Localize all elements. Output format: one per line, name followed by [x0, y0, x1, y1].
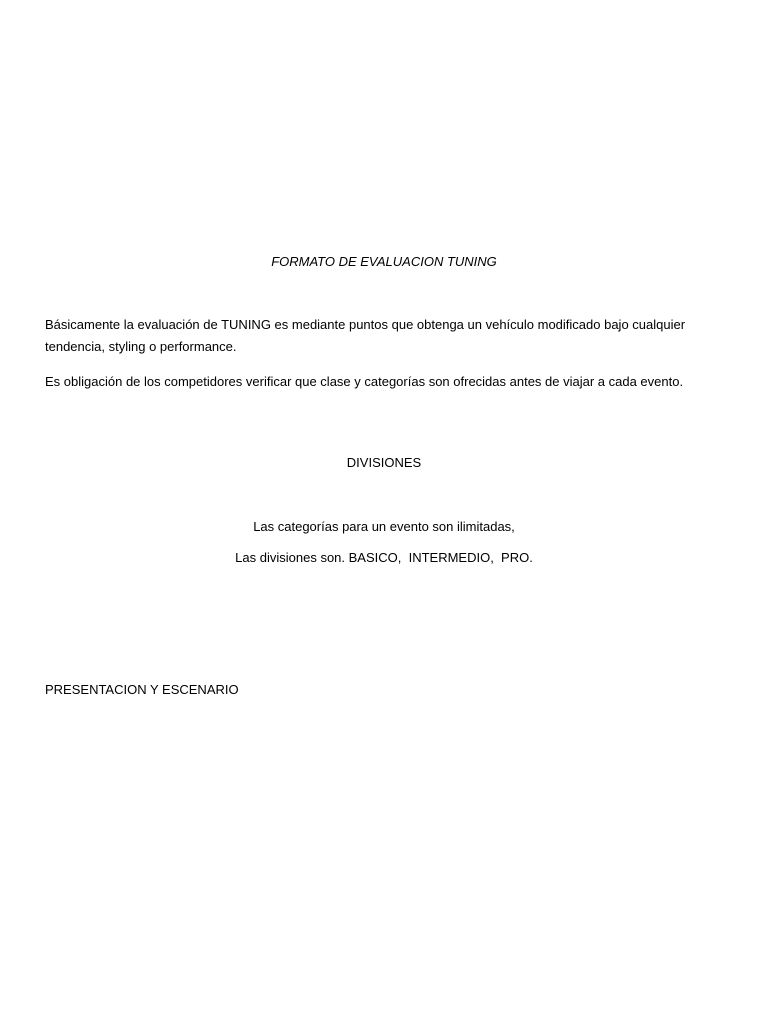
divisions-heading: DIVISIONES — [346, 455, 422, 470]
section-heading: PRESENTACION Y ESCENARIO — [45, 682, 239, 697]
obligation-paragraph: Es obligación de los competidores verificar que clase y categorías son ofrecidas antes de viajar a cada evento. — [45, 374, 684, 389]
divisions-line: Las divisiones son. BASICO, INTERMEDIO, PRO. — [235, 550, 533, 565]
categories-line: Las categorías para un evento son ilimitadas, — [253, 519, 515, 534]
intro-paragraph: Básicamente la evaluación de TUNING es mediante puntos que obtenga un vehículo modificado bajo cualquier tendencia, styling o performance. — [45, 317, 686, 354]
document-title: FORMATO DE EVALUACION TUNING — [271, 254, 497, 269]
